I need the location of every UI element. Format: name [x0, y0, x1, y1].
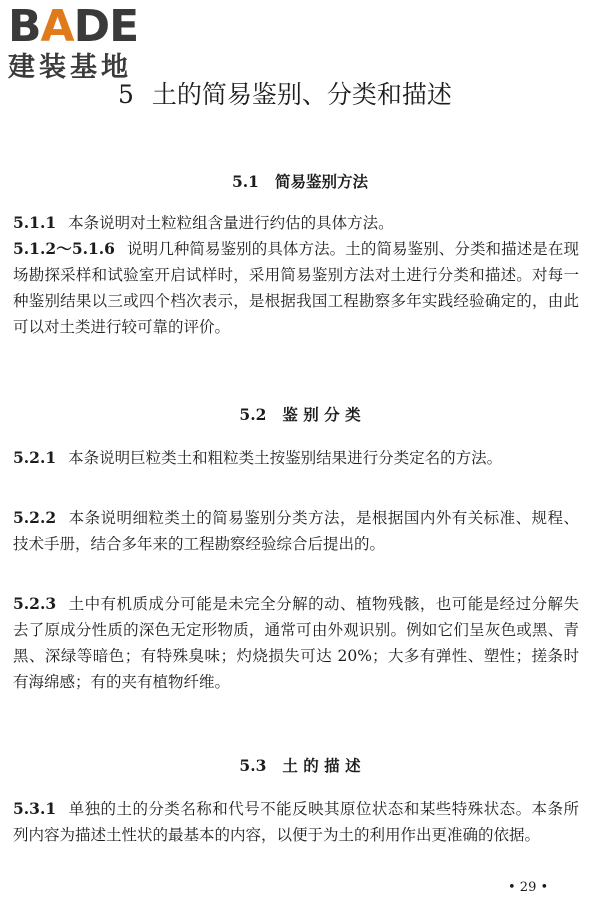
clause-text: 本条说明巨粒类土和粗粒类土按鉴别结果进行分类定名的方法。	[68, 449, 503, 467]
clause-5-2-2	[13, 505, 579, 557]
clause-text: 本条说明对土粒粒组含量进行约估的具体方法。	[68, 214, 394, 232]
logo-accent-letter: A	[40, 1, 74, 52]
logo-wordmark: BADE	[8, 1, 139, 52]
clause-5-3-1	[13, 796, 579, 848]
clause-number: 5.1.1	[13, 213, 57, 232]
clause-number: 5.1.2～5.1.6	[13, 239, 115, 258]
page-number: • 29 •	[508, 880, 549, 895]
brand-logo	[8, 1, 180, 84]
clause-text: 单独的土的分类名称和代号不能反映其原位状态和某些特殊状态。本条所列内容为描述土性状的最基本的内容，以便于为土的利用作出更准确的依据。	[13, 800, 579, 844]
section-heading-5-2: 5.2 鉴 别 分 类	[239, 405, 361, 424]
clause-5-1-1	[13, 210, 579, 236]
section-heading-5-3: 5.3 土 的 描 述	[239, 756, 361, 775]
clause-number: 5.2.3	[13, 594, 57, 613]
clause-5-1-2-to-5-1-6	[13, 236, 579, 340]
clause-text: 本条说明细粒类土的简易鉴别分类方法，是根据国内外有关标准、规程、技术手册，结合多年来的工程勘察经验综合后提出的。	[13, 509, 579, 553]
chapter-number: 5	[118, 80, 134, 109]
clause-text: 土中有机质成分可能是未完全分解的动、植物残骸，也可能是经过分解失去了原成分性质的深色无定形物质，通常可由外观识别。例如它们呈灰色或黑、青黑、深绿等暗色；有特殊臭味；灼烧损失可达 20%；大多有弹性、塑性；搓条时有海绵感；有的夹有植物纤维。	[13, 595, 579, 691]
chapter-title	[118, 78, 452, 112]
clause-number: 5.2.1	[13, 448, 57, 467]
section-heading-5-1: 5.1 简易鉴别方法	[232, 172, 368, 191]
clause-text: 说明几种简易鉴别的具体方法。土的简易鉴别、分类和描述是在现场勘探采样和试验室开启试样时，采用简易鉴别方法对土进行分类和描述。对每一种鉴别结果以三或四个档次表示，是根据我国工程勘察多年实践经验确定的，由此可以对土类进行较可靠的评价。	[13, 240, 579, 336]
clause-number: 5.2.2	[13, 508, 57, 527]
clause-5-2-1	[13, 445, 579, 471]
logo-tagline: 建装基地	[8, 52, 132, 83]
clause-5-2-3	[13, 591, 579, 695]
chapter-title-text: 土的简易鉴别、分类和描述	[151, 80, 452, 109]
clause-number: 5.3.1	[13, 799, 57, 818]
